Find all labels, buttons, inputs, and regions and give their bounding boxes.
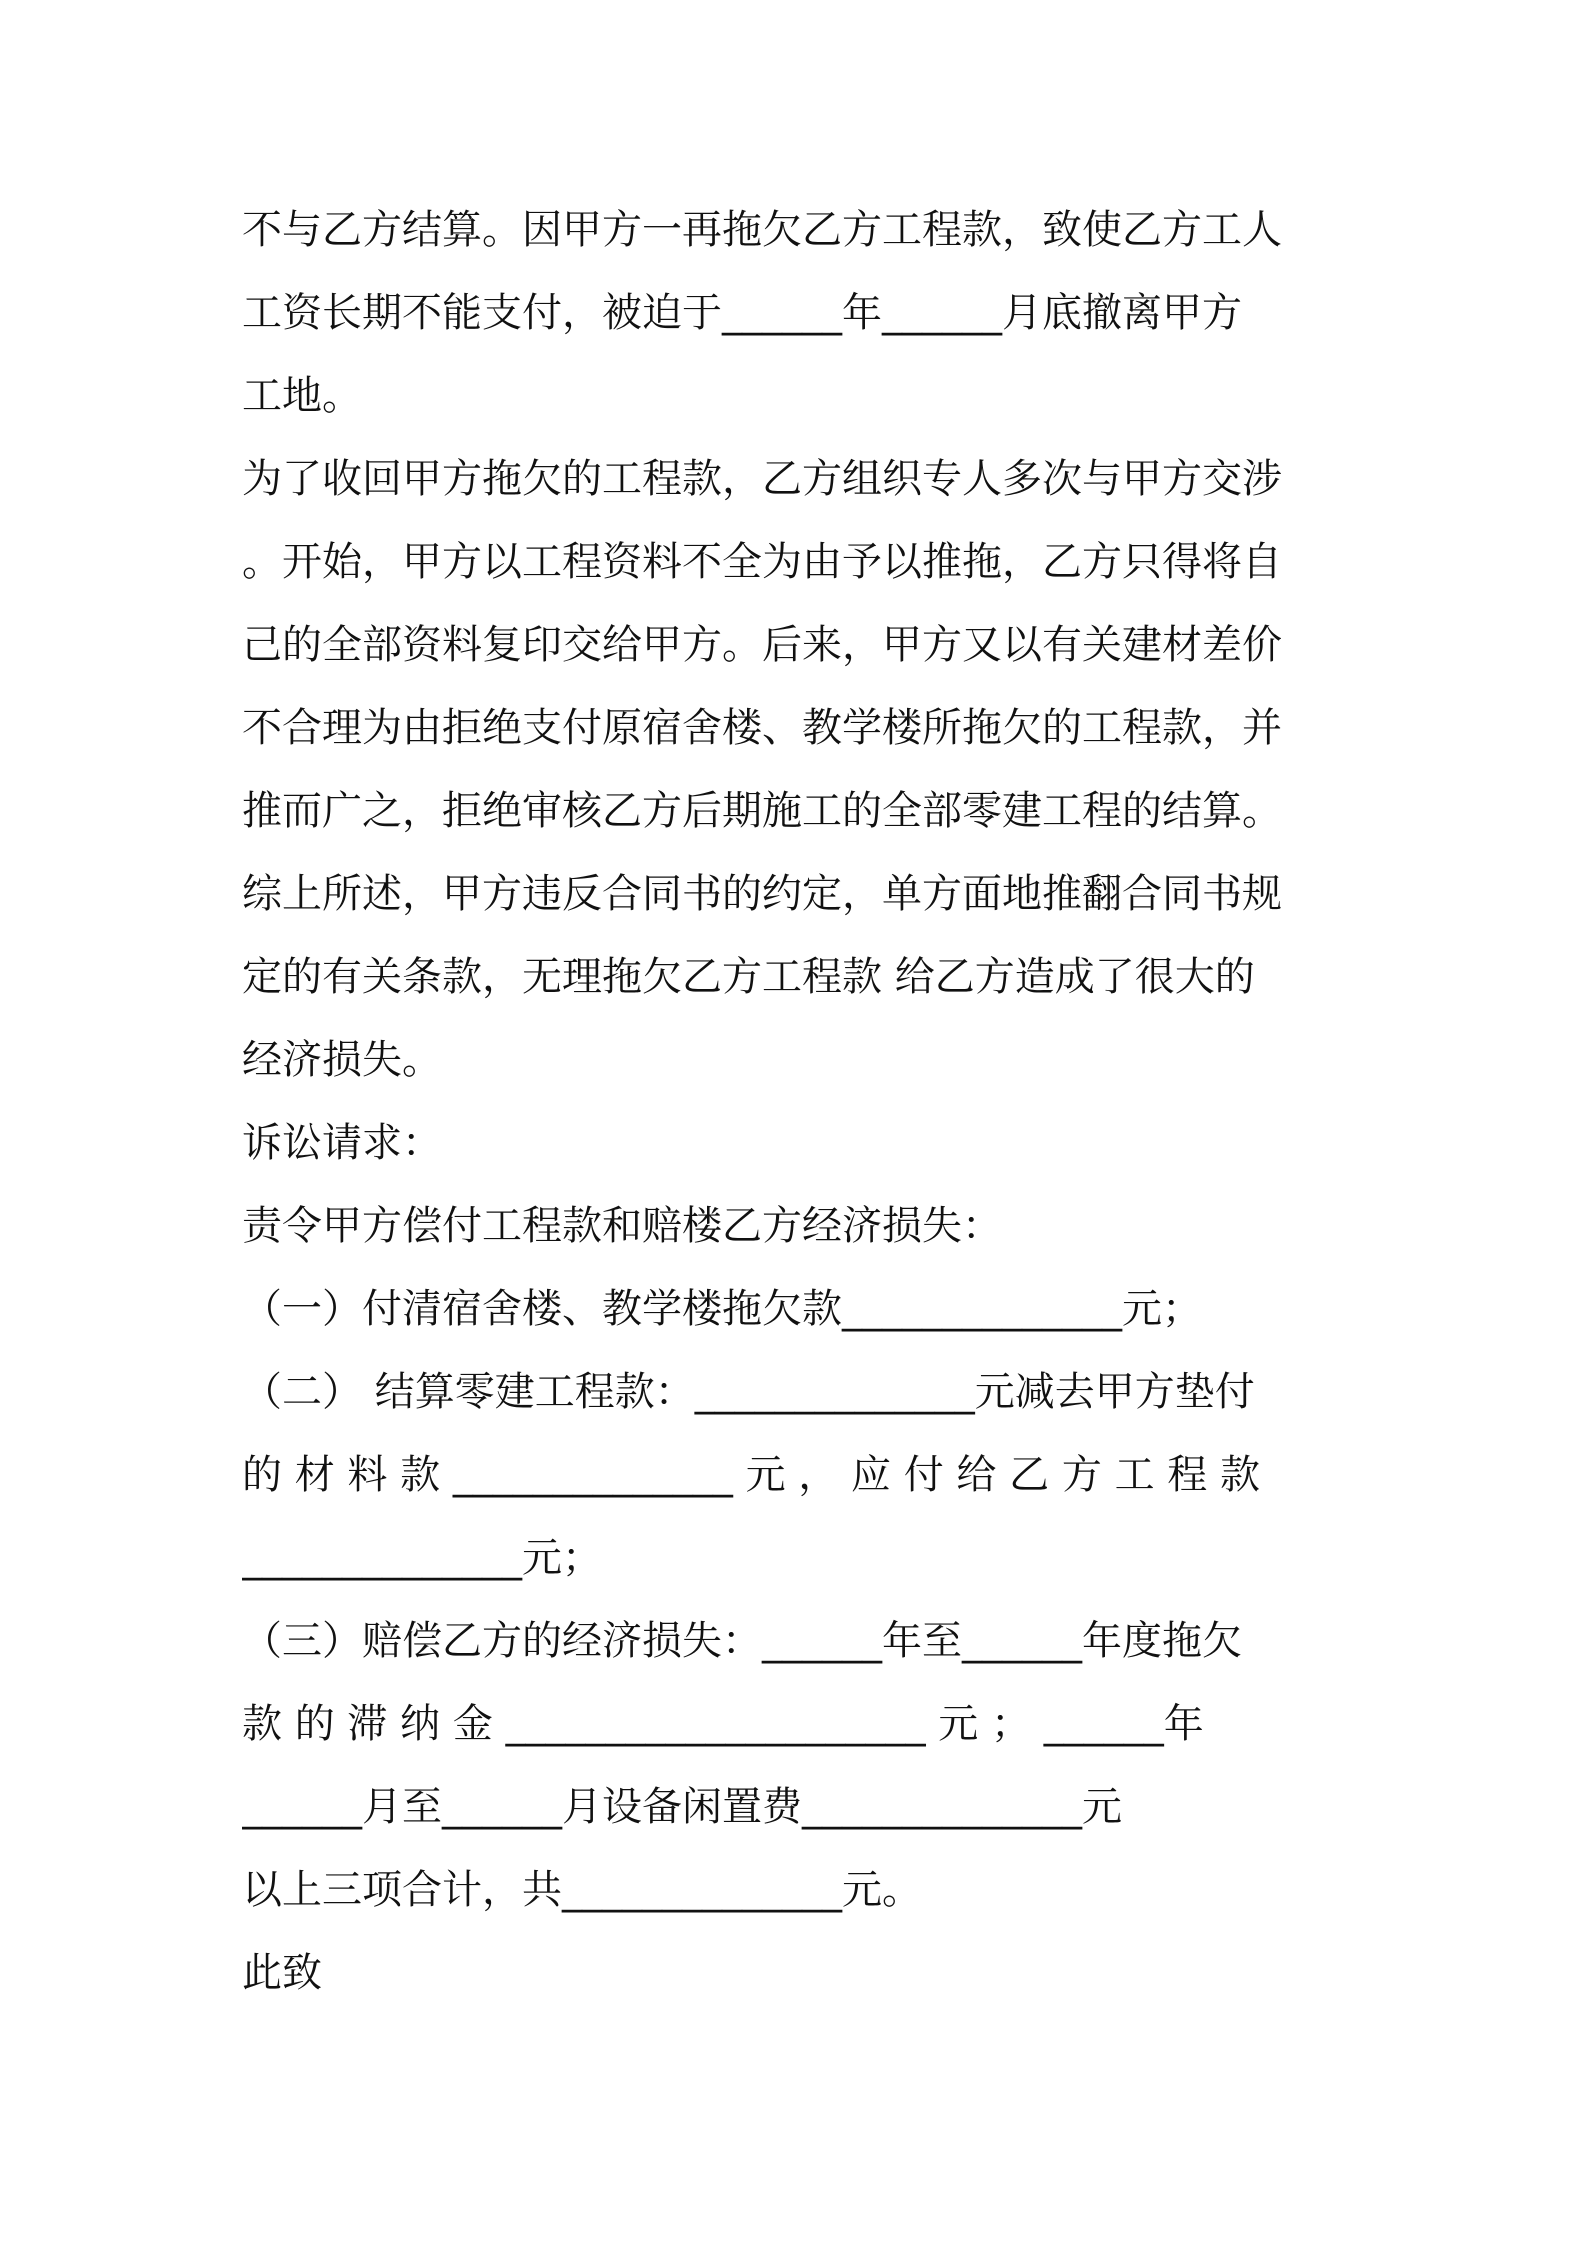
body-line-3: 工地。 <box>242 373 362 419</box>
closing-salutation: 此致 <box>242 1950 322 1996</box>
section-heading-claims: 诉讼请求： <box>242 1120 442 1166</box>
body-line-7: 不合理为由拒绝支付原宿舍楼、教学楼所拖欠的工程款，并 <box>242 705 1282 751</box>
body-line-11: 经济损失。 <box>242 1037 442 1083</box>
claim-item-3-line-1: （三）赔偿乙方的经济损失：______年至______年度拖欠 <box>242 1618 1242 1664</box>
body-line-2: 工资长期不能支付，被迫于______年______月底撤离甲方 <box>242 290 1242 336</box>
body-line-10: 定的有关条款，无理拖欠乙方工程款 给乙方造成了很大的 <box>242 954 1255 1000</box>
claim-item-1: （一）付清宿舍楼、教学楼拖欠款______________元； <box>242 1286 1202 1332</box>
claim-item-2-line-2: 的 材 料 款 ______________ 元 ， 应 付 给 乙 方 工 程 款 <box>242 1452 1261 1498</box>
claim-intro: 责令甲方偿付工程款和赔楼乙方经济损失： <box>242 1203 1002 1249</box>
body-line-1: 不与乙方结算。因甲方一再拖欠乙方工程款，致使乙方工人 <box>242 207 1282 253</box>
claim-total: 以上三项合计，共______________元。 <box>242 1867 922 1913</box>
claim-item-2-line-1: （二） 结算零建工程款：______________元减去甲方垫付 <box>242 1369 1255 1415</box>
body-line-6: 己的全部资料复印交给甲方。后来，甲方又以有关建材差价 <box>242 622 1282 668</box>
body-line-5: 。开始，甲方以工程资料不全为由予以推拖，乙方只得将自 <box>242 539 1282 585</box>
body-line-9: 综上所述，甲方违反合同书的约定，单方面地推翻合同书规 <box>242 871 1282 917</box>
body-line-8: 推而广之，拒绝审核乙方后期施工的全部零建工程的结算。 <box>242 788 1282 834</box>
claim-item-3-line-2: 款 的 滞 纳 金 _____________________ 元 ； ______年 <box>242 1701 1204 1747</box>
body-line-4: 为了收回甲方拖欠的工程款，乙方组织专人多次与甲方交涉 <box>242 456 1282 502</box>
claim-item-3-line-3: ______月至______月设备闲置费______________元 <box>242 1784 1122 1830</box>
claim-item-2-line-3: ______________元； <box>242 1535 602 1581</box>
